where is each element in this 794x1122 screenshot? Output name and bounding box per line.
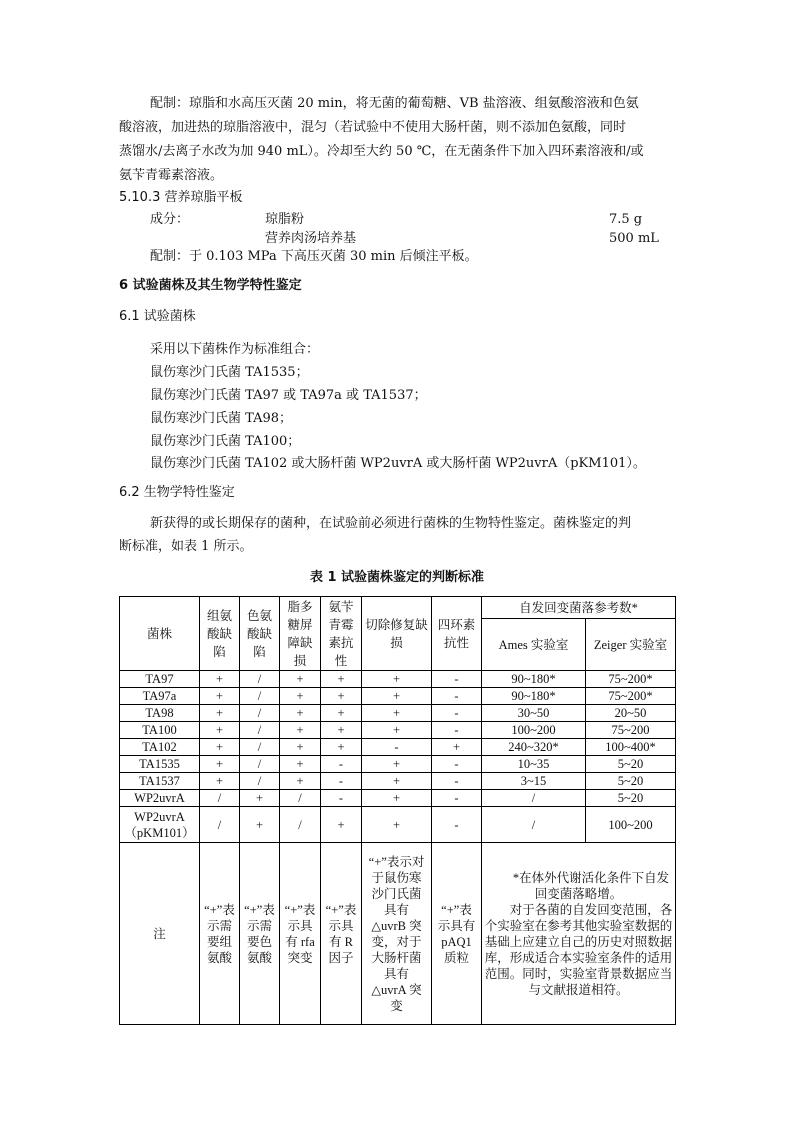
strain-list-line: 采用以下菌株作为标准组合： — [150, 342, 320, 357]
header-tet: 四环素 抗性 — [432, 597, 482, 671]
table-row: TA102 + / + + - + 240~320* 100~400* — [120, 739, 676, 756]
header-zeiger: Zeiger 实验室 — [586, 619, 676, 671]
strain-list-line: 鼠伤寒沙门氏菌 TA100； — [150, 434, 301, 449]
ingredient-amount: 500 mL — [609, 231, 659, 246]
strain-list-line: 鼠伤寒沙门氏菌 TA97 或 TA97a 或 TA1537； — [150, 388, 427, 403]
note-trp: “+”表 示需 要色 氨酸 — [240, 843, 280, 1025]
ingredient-amount: 7.5 g — [609, 212, 643, 227]
section-6-2-line-2: 断标准，如表 1 所示。 — [119, 539, 253, 554]
header-his: 组氨 酸缺 陷 — [200, 597, 240, 671]
section-6-1-title: 6.1 试验菌株 — [119, 309, 196, 324]
notes-row — [120, 843, 676, 1025]
note-rfa: “+”表 示具 有 rfa 突变 — [280, 843, 321, 1025]
ingredients-label: 成分： — [150, 212, 190, 227]
header-strain: 菌株 — [120, 597, 200, 671]
header-trp: 色氨 酸缺 陷 — [240, 597, 280, 671]
ingredient-name: 琼脂粉 — [265, 212, 305, 227]
table-row: TA100 + / + + + - 100~200 75~200 — [120, 722, 676, 739]
header-rfa: 脂多 糖屏 障缺 损 — [280, 597, 321, 671]
header-amp: 氨苄 青霉 素抗 性 — [321, 597, 362, 671]
header-spontaneous: 自发回变菌落参考数* — [482, 597, 676, 619]
note-his: “+”表 示需 要组 氨酸 — [200, 843, 240, 1025]
section-6-title: 6 试验菌株及其生物学特性鉴定 — [119, 278, 302, 293]
strain-list-line: 鼠伤寒沙门氏菌 TA98； — [150, 411, 293, 426]
table-row: TA1535 + / + - + - 10~35 5~20 — [120, 756, 676, 773]
table-title: 表 1 试验菌株鉴定的判断标准 — [309, 570, 485, 585]
table-row: WP2uvrA / + / - + - / 5~20 — [120, 790, 676, 807]
strain-list-line: 鼠伤寒沙门氏菌 TA1535； — [150, 365, 309, 380]
header-ames: Ames 实验室 — [482, 619, 586, 671]
note-amp: “+”表 示具 有 R 因子 — [321, 843, 362, 1025]
header-uvr: 切除修复缺损 — [362, 597, 432, 671]
note-tet: “+”表 示具有 pAQ1 质粒 — [432, 843, 482, 1025]
prep-text: 配制：于 0.103 MPa 下高压灭菌 30 min 后倾注平板。 — [150, 249, 478, 264]
table-row: WP2uvrA （pKM101） / + / + + - / 100~200 — [120, 807, 676, 843]
table-row: TA1537 + / + - + - 3~15 5~20 — [120, 773, 676, 790]
intro-line-3: 蒸馏水/去离子水改为加 940 mL）。冷却至大约 50 ℃，在无菌条件下加入四环素溶液和/或 — [119, 144, 644, 159]
note-uvr: “+”表示对 于鼠伤寒 沙门氏菌 具有 △uvrB 突 变，对于 大肠杆菌 具有 △uvrA 突 变 — [362, 843, 432, 1025]
intro-line-4: 氨苄青霉素溶液。 — [119, 168, 224, 183]
strain-list-line: 鼠伤寒沙门氏菌 TA102 或大肠杆菌 WP2uvrA 或大肠杆菌 WP2uvrA（pKM101）。 — [150, 456, 646, 471]
section-6-2-line-1: 新获得的或长期保存的菌种，在试验前必须进行菌株的生物特性鉴定。菌株鉴定的判 — [150, 516, 632, 531]
table-row: TA97a + / + + + - 90~180* 75~200* — [120, 688, 676, 705]
section-5-10-3-title: 5.10.3 营养琼脂平板 — [119, 190, 243, 205]
table-row: TA97 + / + + + - 90~180* 75~200* — [120, 671, 676, 688]
note-spontaneous: *在体外代谢活化条件下自发回变菌落略增。 对于各菌的自发回变范围，各个实验室在参考其他实验室数据的基础上应建立自己的历史对照数据库，形成适合本实验室条件的适用范围。同时，实验室背景数据应当与文献报道相符。 — [482, 843, 676, 1025]
intro-line-1: 配制：琼脂和水高压灭菌 20 min，将无菌的葡萄糖、VB 盐溶液、组氨酸溶液和色氨 — [150, 96, 639, 111]
intro-line-2: 酸溶液，加进热的琼脂溶液中，混匀（若试验中不使用大肠杆菌，则不添加色氨酸，同时 — [119, 120, 627, 135]
section-6-2-title: 6.2 生物学特性鉴定 — [119, 485, 235, 500]
notes-label: 注 — [120, 843, 200, 1025]
table-row: TA98 + / + + + - 30~50 20~50 — [120, 705, 676, 722]
strain-criteria-table — [119, 596, 676, 1025]
ingredient-name: 营养肉汤培养基 — [265, 231, 357, 246]
